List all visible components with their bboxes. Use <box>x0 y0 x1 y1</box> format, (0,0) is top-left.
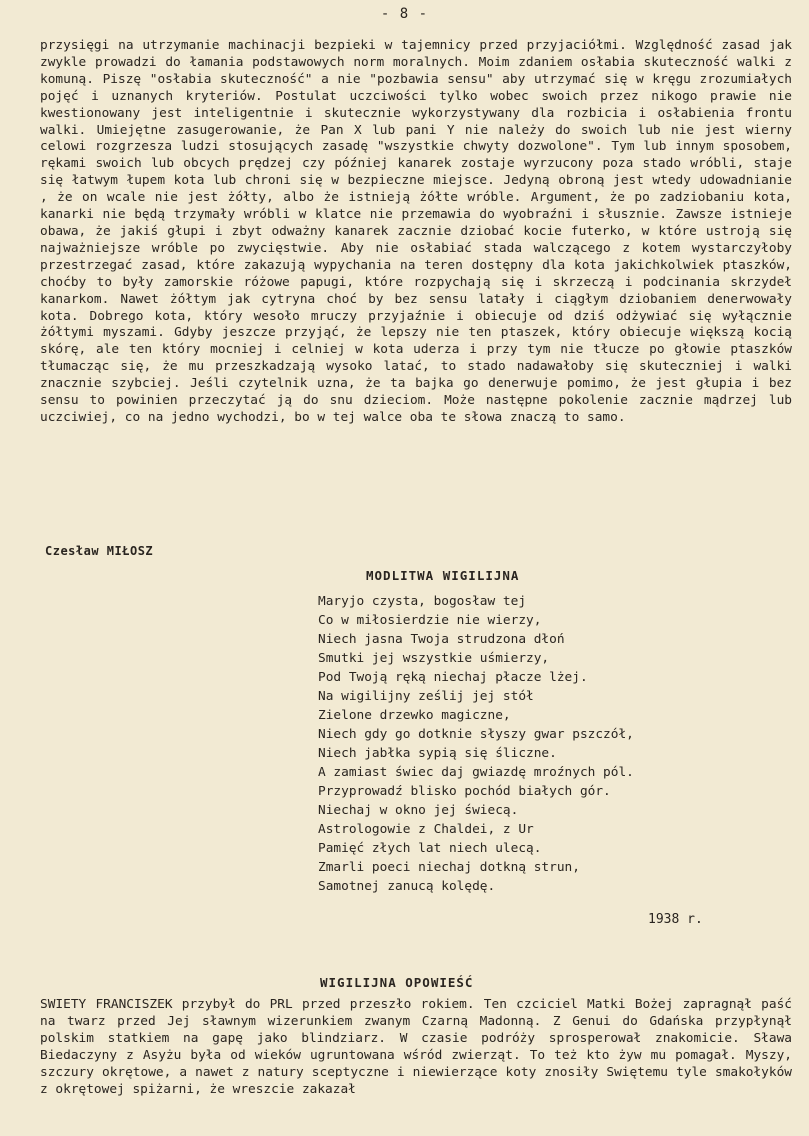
poem-author: Czesław MIŁOSZ <box>45 544 154 558</box>
poem-line: Pod Twoją ręką niechaj płacze lżej. <box>318 670 588 685</box>
poem-stanza-2 <box>318 687 634 782</box>
story-paragraph: SWIETY FRANCISZEK przybył do PRL przed przeszło rokiem. Ten czciciel Matki Bożej zapragnął paść na twarz przed Jej sławnym wizerunkiem zwanym Czarną Madonną. Z Genui do Gdańska przypłynął polskim statkiem na gapę jako blindziarz. W czasie podróży sprosperował znakomicie. Sława Biedaczyny z Asyżu była od wieków ugruntowana wśród zwierząt. To też kto żyw mu pomagał. Myszy, szczury okrętowe, a nawet z natury sceptyczne i niewierzące koty znosiły Swiętemu tyle smakołyków z okrętowej spiżarni, że wreszcie zakazał <box>40 997 792 1097</box>
poem-title: MODLITWA WIGILIJNA <box>366 568 520 583</box>
poem-line: Na wigilijny ześlij jej stół <box>318 689 534 704</box>
poem-line: Pamięć złych lat niech ulecą. <box>318 841 542 856</box>
essay-paragraph: przysięgi na utrzymanie machinacji bezpieki w tajemnicy przed przyjaciółmi. Względność zasad jak zwykle prowadzi do łamania podstawowych norm moralnych. Moim zdaniem osłabia skuteczność walki z komuną. Piszę "osłabia skuteczność" a nie "pozbawia sensu" aby utrzymać się w kręgu zrozumiałych pojęć i uznanych kryteriów. Postulat uczciwości tylko wobec swoich przez nikogo prawie nie kwestionowany jest inteligentnie i skutecznie wykorzystywany dla rozbicia i osłabienia frontu walki. Umiejętne zasugerowanie, że Pan X lub pani Y nie należy do swoich lub nie jest wierny celowi rozgrzesza ludzi stosujących zasadę "wszystkie chwyty dozwolone". Tym lub innym sposobem, rękami swoich lub obcych prędzej czy później kanarek zostaje wyrzucony poza stado wróbli, staje się łatwym łupem kota lub chroni się w bezpieczne miejsce. Jedyną obroną jest wtedy udowadnianie , że on wcale nie jest żółty, albo że istnieją żółte wróble. Argument, że po zadziobaniu kota, kanarki nie będą trzymały wróbli w klatce nie przemawia do wyobraźni i słusznie. Zawsze istnieje obawa, że jakiś głupi i zbyt odważny kanarek zacznie dziobać kocie futerko, w które ustroją się najważniejsze wróble po zwycięstwie. Aby nie osłabiać stada walczącego z kotem wystarczyłoby przestrzegać zasad, które zakazują wypychania na teren dostępny dla kota jakichkolwiek ptaszków, choćby to były zamorskie różowe papugi, które rozpychają się i skrzeczą i podcinania skrzydeł kanarkom. Nawet żółtym jak cytryna choć by bez sensu latały i ciągłym dziobaniem denerwowały kota. Dobrego kota, który wesoło mruczy przyjaźnie i obiecuje od dziś odżywiać się wyłącznie żółtymi myszami. Gdyby jeszcze przyjąć, że lepszy nie ten ptaszek, który obiecuje większą kocią skórę, ale ten który mocniej i celniej w kota uderza i przy tym nie tłucze po głowie ptaszków tłumacząc się, że mu przeszkadzają wysoko latać, to stado nadawałoby się skuteczniej i walki znacznie szybciej. Jeśli czytelnik uzna, że ta bajka go denerwuje pomimo, że jest głupia i bez sensu to powinien przeczytać ją do snu dzieciom. Może następne pokolenie zacznie mądrzej lub uczciwiej, co na jedno wychodzi, bo w tej walce oba te słowa znaczą to samo. <box>40 38 792 425</box>
story-title: WIGILIJNA OPOWIEŚĆ <box>320 975 474 990</box>
poem-line: Astrologowie z Chaldei, z Ur <box>318 822 534 837</box>
page-number: - 8 - <box>380 6 429 22</box>
poem-line: Maryjo czysta, bogosław tej <box>318 594 527 609</box>
poem-line: Przyprowadź blisko pochód białych gór. <box>318 784 611 799</box>
poem-line: Niech jabłka sypią się śliczne. <box>318 746 557 761</box>
poem-stanza-1 <box>318 592 588 687</box>
poem-line: Niech gdy go dotknie słyszy gwar pszczół, <box>318 727 634 742</box>
poem-year: 1938 r. <box>648 912 703 927</box>
poem-line: Niech jasna Twoja strudzona dłoń <box>318 632 565 647</box>
poem-line: Zielone drzewko magiczne, <box>318 708 511 723</box>
poem-line: Zmarli poeci niechaj dotkną strun, <box>318 860 580 875</box>
poem-stanza-3 <box>318 782 611 896</box>
poem-line: A zamiast świec daj gwiazdę mroźnych pól. <box>318 765 634 780</box>
poem-line: Niechaj w okno jej świecą. <box>318 803 519 818</box>
poem-line: Smutki jej wszystkie uśmierzy, <box>318 651 550 666</box>
poem-line: Samotnej zanucą kolędę. <box>318 879 496 894</box>
poem-line: Co w miłosierdzie nie wierzy, <box>318 613 542 628</box>
